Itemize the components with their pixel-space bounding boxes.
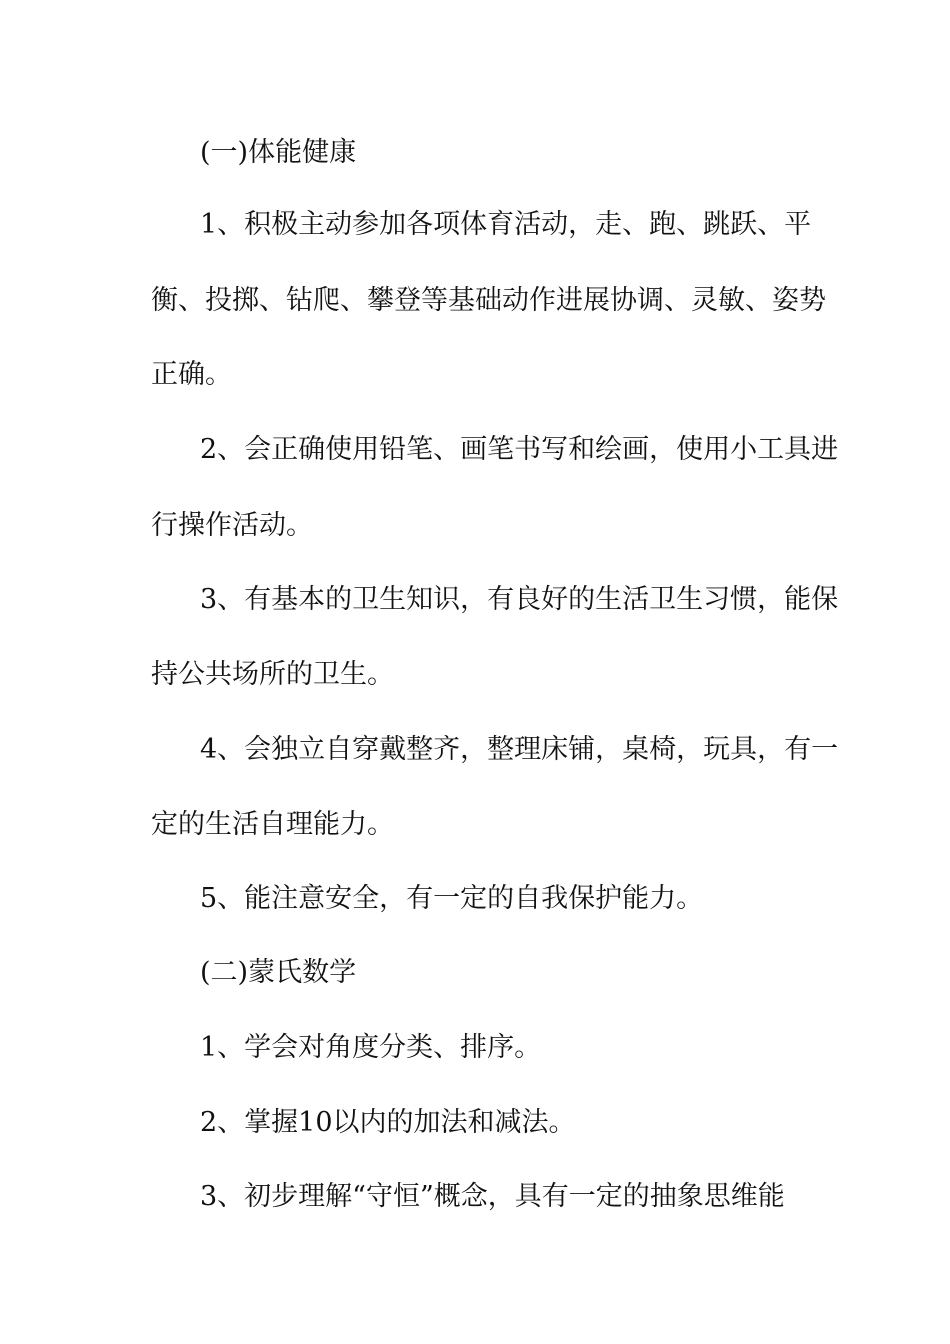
section-heading-physical-health: (一)体能健康 (200, 137, 357, 168)
paragraph-line: 3、初步理解“守恒”概念，具有一定的抽象思维能 (200, 1181, 785, 1212)
paragraph-line: 2、掌握10以内的加法和减法。 (200, 1107, 576, 1138)
paragraph-line: 行操作活动。 (151, 510, 313, 541)
paragraph-line: 正确。 (151, 359, 232, 390)
paragraph-line: 1、学会对角度分类、排序。 (200, 1032, 542, 1063)
paragraph-line: 衡、投掷、钻爬、攀登等基础动作进展协调、灵敏、姿势 (151, 285, 826, 316)
paragraph-line: 定的生活自理能力。 (151, 809, 394, 840)
paragraph-line: 1、积极主动参加各项体育活动，走、跑、跳跃、平 (200, 209, 812, 240)
paragraph-line: 4、会独立自穿戴整齐，整理床铺，桌椅，玩具，有一 (200, 734, 839, 765)
paragraph-line: 5、能注意安全，有一定的自我保护能力。 (200, 883, 704, 914)
paragraph-line: 持公共场所的卫生。 (151, 659, 394, 690)
paragraph-line: 3、有基本的卫生知识，有良好的生活卫生习惯，能保 (200, 584, 839, 615)
section-heading-montessori-math: (二)蒙氏数学 (200, 957, 357, 988)
paragraph-line: 2、会正确使用铅笔、画笔书写和绘画，使用小工具进 (200, 434, 839, 465)
